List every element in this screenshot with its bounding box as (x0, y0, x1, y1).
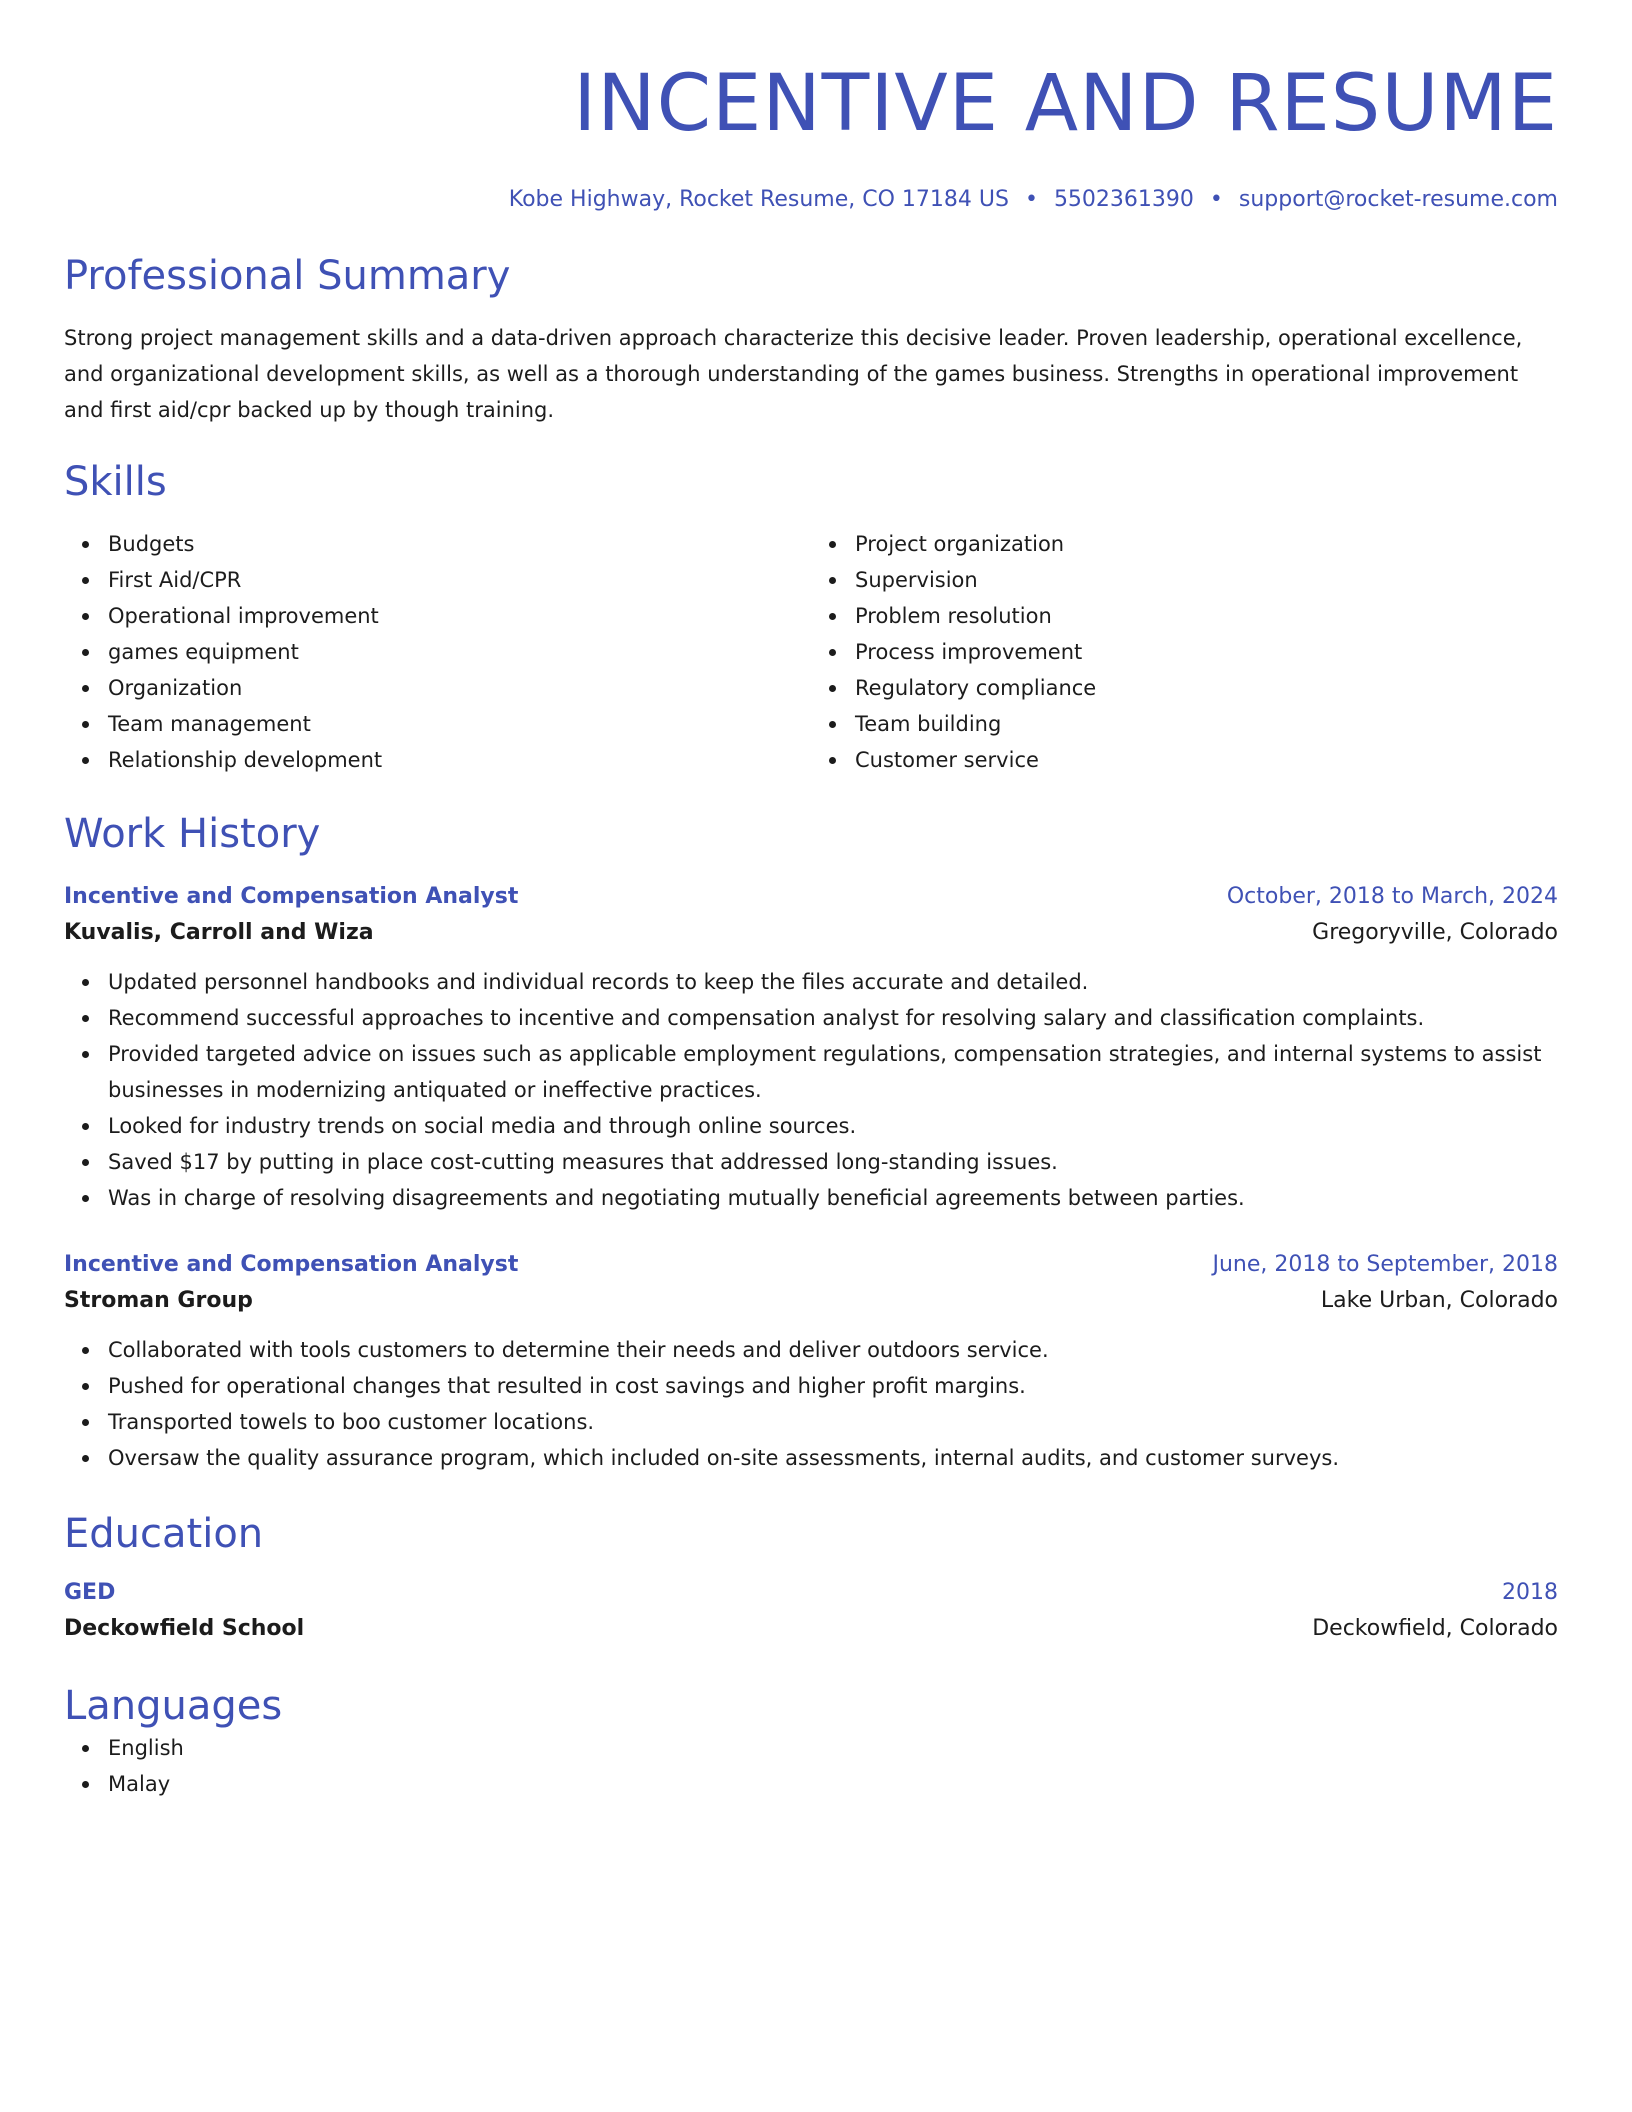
job-bullet: Updated personnel handbooks and individual records to keep the files accurate and detailed. (108, 964, 1558, 1000)
job-bullet: Oversaw the quality assurance program, which included on-site assessments, internal audits, and customer surveys. (108, 1440, 1558, 1476)
job-company: Stroman Group (64, 1288, 253, 1313)
language-item: Malay (108, 1766, 1558, 1802)
contact-phone: 5502361390 (1053, 187, 1194, 212)
skill-item: Process improvement (855, 634, 1558, 670)
contact-address: Kobe Highway, Rocket Resume, CO 17184 US (508, 187, 1009, 212)
skill-item: Team building (855, 706, 1558, 742)
skill-item: Team management (108, 706, 811, 742)
job-dates: June, 2018 to September, 2018 (1212, 1252, 1558, 1277)
skill-item: Supervision (855, 562, 1558, 598)
education-degree: GED (64, 1580, 116, 1605)
skill-item: games equipment (108, 634, 811, 670)
skill-item: Problem resolution (855, 598, 1558, 634)
skills-column-right (811, 526, 1558, 778)
skills-column-left (64, 526, 811, 778)
skills-grid (64, 526, 1558, 778)
job-company: Kuvalis, Carroll and Wiza (64, 920, 374, 945)
contact-line (64, 186, 1558, 214)
job-bullets (64, 964, 1558, 1216)
job-bullet: Was in charge of resolving disagreements and negotiating mutually beneficial agreements between parties. (108, 1180, 1558, 1216)
summary-text: Strong project management skills and a data-driven approach characterize this decisive leader. Proven leadership, operational excellence, and organizational development skills, as well as a thorough understanding of the games business. Strengths in operational improvement and first aid/cpr backed up by though training. (64, 326, 1523, 422)
job-title: Incentive and Compensation Analyst (64, 1252, 519, 1277)
summary-heading: Professional Summary (64, 253, 511, 299)
languages-list (64, 1730, 1558, 1802)
skill-item: Relationship development (108, 742, 811, 778)
job-header-row (64, 880, 1558, 914)
education-year: 2018 (1502, 1580, 1558, 1605)
education-entry (64, 1576, 1558, 1648)
language-item: English (108, 1730, 1558, 1766)
job-bullet: Collaborated with tools customers to determine their needs and deliver outdoors service. (108, 1332, 1558, 1368)
skill-item: Budgets (108, 526, 811, 562)
contact-email: support@rocket-resume.com (1238, 187, 1558, 212)
education-school: Deckowfield School (64, 1616, 305, 1641)
job-bullet: Recommend successful approaches to incentive and compensation analyst for resolving salary and classification complaints. (108, 1000, 1558, 1036)
skill-item: Operational improvement (108, 598, 811, 634)
languages-heading: Languages (64, 1683, 283, 1729)
education-header-row (64, 1576, 1558, 1610)
job-bullet: Pushed for operational changes that resulted in cost savings and higher profit margins. (108, 1368, 1558, 1404)
skill-item: Project organization (855, 526, 1558, 562)
education-heading: Education (64, 1511, 264, 1557)
job-location: Gregoryville, Colorado (1312, 920, 1558, 945)
job-bullet: Provided targeted advice on issues such as applicable employment regulations, compensation strategies, and internal systems to assist businesses in modernizing antiquated or ineffective practices. (108, 1036, 1558, 1108)
resume-page (64, 0, 1558, 1802)
job-bullet: Saved $17 by putting in place cost-cutting measures that addressed long-standing issues. (108, 1144, 1558, 1180)
contact-separator: • (1024, 187, 1038, 212)
job-location: Lake Urban, Colorado (1320, 1288, 1558, 1313)
skill-item: Customer service (855, 742, 1558, 778)
job-company-row (64, 914, 1558, 952)
job-bullet: Transported towels to boo customer locations. (108, 1404, 1558, 1440)
skill-item: Organization (108, 670, 811, 706)
job-bullets (64, 1332, 1558, 1476)
job-dates: October, 2018 to March, 2024 (1226, 884, 1558, 909)
work-history-heading: Work History (64, 811, 321, 857)
job-title: Incentive and Compensation Analyst (64, 884, 519, 909)
job-entry (64, 880, 1558, 1216)
education-location: Deckowfield, Colorado (1312, 1616, 1558, 1641)
job-company-row (64, 1282, 1558, 1320)
job-header-row (64, 1248, 1558, 1282)
skills-heading: Skills (64, 459, 167, 505)
skill-item: Regulatory compliance (855, 670, 1558, 706)
job-entry (64, 1248, 1558, 1476)
education-school-row (64, 1610, 1558, 1648)
contact-separator: • (1209, 187, 1223, 212)
resume-title: INCENTIVE AND RESUME (573, 59, 1558, 149)
job-bullet: Looked for industry trends on social media and through online sources. (108, 1108, 1558, 1144)
skill-item: First Aid/CPR (108, 562, 811, 598)
